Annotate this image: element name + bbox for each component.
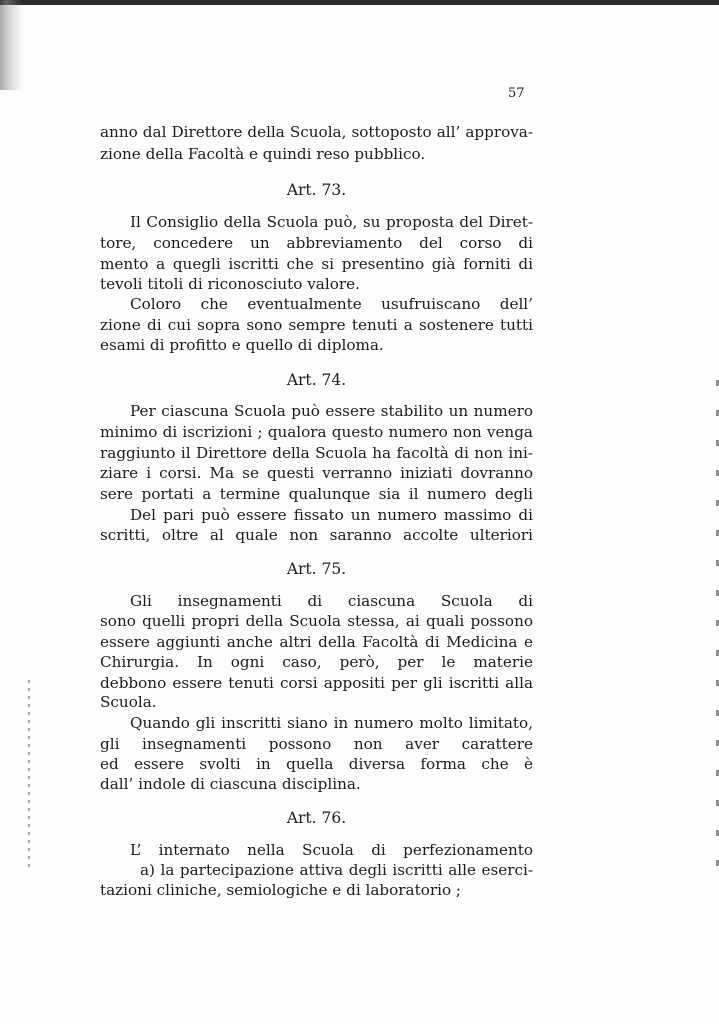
text-line: essere aggiunti anche altri della Facoltà di Medicina e <box>100 633 533 651</box>
text-line: tevoli titoli di riconosciuto valore. <box>100 275 360 293</box>
text-line: L’ internato nella Scuola di perfezionamento <box>130 841 533 859</box>
text-line: ziare i corsi. Ma se questi verranno iniziati dovranno <box>100 464 533 482</box>
text-line: sono quelli propri della Scuola stessa, ai quali possono <box>100 612 533 630</box>
text-line: Gli insegnamenti di ciascuna Scuola di <box>130 592 533 610</box>
text-line: esami di profitto e quello di diploma. <box>100 336 384 354</box>
text-line: minimo di iscrizioni ; qualora questo numero non venga <box>100 423 533 441</box>
text-line: Scuola. <box>100 693 157 711</box>
text-line: raggiunto il Direttore della Scuola ha facoltà di non ini- <box>100 444 533 462</box>
text-line: dall’ indole di ciascuna disciplina. <box>100 775 361 793</box>
text-line: Il Consiglio della Scuola può, su proposta del Diret- <box>130 213 533 231</box>
text-line: scritti, oltre al quale non saranno accolte ulteriori <box>100 526 533 544</box>
text-line: Chirurgia. In ogni caso, però, per le materie <box>100 653 533 671</box>
text-line: Quando gli inscritti siano in numero molto limitato, <box>130 714 533 732</box>
text-line: ed essere svolti in quella diversa forma che è <box>100 755 533 773</box>
text-line: Per ciascuna Scuola può essere stabilito un numero <box>130 402 533 420</box>
text-line: tazioni cliniche, semiologiche e di laboratorio ; <box>100 881 462 899</box>
text-line: a) la partecipazione attiva degli iscritti alle eserci- <box>140 861 533 879</box>
page-number: 57 <box>508 86 525 101</box>
text-line: zione di cui sopra sono sempre tenuti a sostenere tutti <box>100 316 533 334</box>
article-heading: Art. 74. <box>286 371 347 389</box>
article-heading: Art. 75. <box>286 560 347 578</box>
text-line: Coloro che eventualmente usufruiscano dell’ <box>130 295 533 313</box>
text-line: mento a quegli iscritti che si presentino già forniti di <box>100 255 533 273</box>
text-line: sere portati a termine qualunque sia il numero degli <box>100 485 533 503</box>
text-line: tore, concedere un abbreviamento del corso di <box>100 234 533 252</box>
text-line: debbono essere tenuti corsi appositi per gli iscritti alla <box>100 674 533 692</box>
article-heading: Art. 76. <box>286 809 347 827</box>
scan-top-edge <box>0 0 719 5</box>
article-heading: Art. 73. <box>286 181 347 199</box>
text-line: zione della Facoltà e quindi reso pubblico. <box>100 145 426 163</box>
text-line: gli insegnamenti possono non aver carattere <box>100 735 533 753</box>
text-line: Del pari può essere fissato un numero massimo di <box>130 506 533 524</box>
scan-binding-shadow <box>0 0 22 90</box>
scan-left-mark <box>28 680 30 870</box>
text-line: anno dal Direttore della Scuola, sottoposto all’ approva- <box>100 123 533 141</box>
